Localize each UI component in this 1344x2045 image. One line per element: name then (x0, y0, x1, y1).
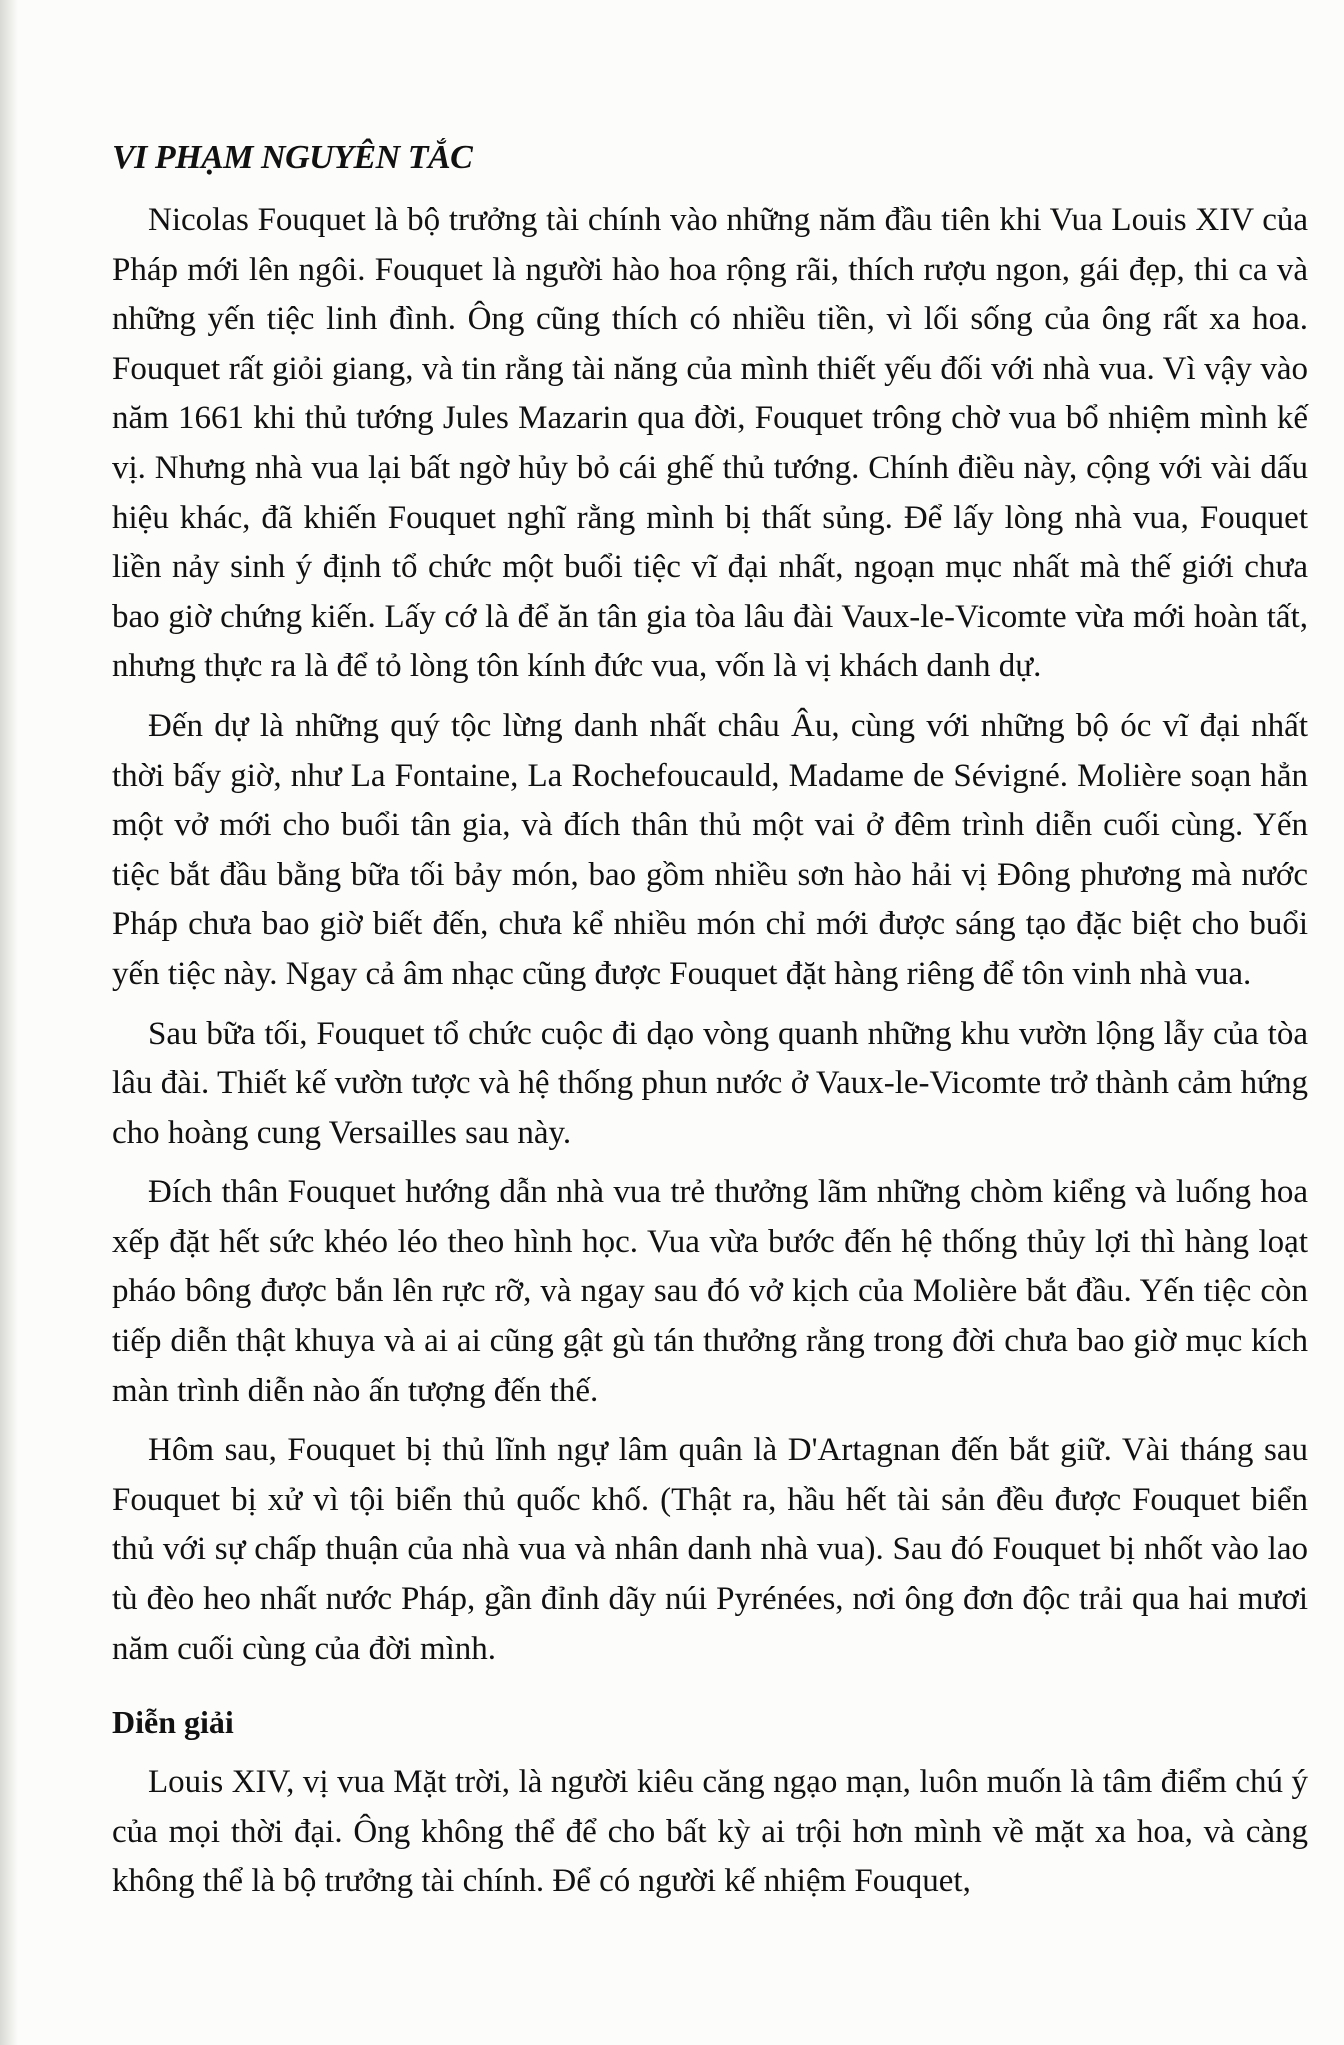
paragraph-4: Đích thân Fouquet hướng dẫn nhà vua trẻ thưởng lãm những chòm kiểng và luống hoa xếp đặt hết sức khéo léo theo hình học. Vua vừa bước đến hệ thống thủy lợi thì hàng loạt pháo bông được bắn lên rực rỡ, và ngay sau đó vở kịch của Molière bắt đầu. Yến tiệc còn tiếp diễn thật khuya và ai ai cũng gật gù tán thưởng rằng trong đời chưa bao giờ mục kích màn trình diễn nào ấn tượng đến thế. (112, 1174, 1308, 1409)
paragraph-5: Hôm sau, Fouquet bị thủ lĩnh ngự lâm quân là D'Artagnan đến bắt giữ. Vài tháng sau Fouquet bị xử vì tội biển thủ quốc khố. (Thật ra, hầu hết tài sản đều được Fouquet biển thủ với sự chấp thuận của nhà vua và nhân danh nhà vua). Sau đó Fouquet bị nhốt vào lao tù đèo heo nhất nước Pháp, gần đỉnh dãy núi Pyrénées, nơi ông đơn độc trải qua hai mươi năm cuối cùng của đời mình. (112, 1432, 1308, 1667)
paragraph-2: Đến dự là những quý tộc lừng danh nhất châu Âu, cùng với những bộ óc vĩ đại nhất thời bấy giờ, như La Fontaine, La Rochefoucauld, Madame de Sévigné. Molière soạn hẳn một vở mới cho buổi tân gia, và đích thân thủ một vai ở đêm trình diễn cuối cùng. Yến tiệc bắt đầu bằng bữa tối bảy món, bao gồm nhiều sơn hào hải vị Đông phương mà nước Pháp chưa bao giờ biết đến, chưa kể nhiều món chỉ mới được sáng tạo đặc biệt cho buổi yến tiệc này. Ngay cả âm nhạc cũng được Fouquet đặt hàng riêng để tôn vinh nhà vua. (112, 707, 1308, 992)
page-edge-shadow (0, 0, 18, 2045)
paragraph-final: Louis XIV, vị vua Mặt trời, là người kiêu căng ngạo mạn, luôn muốn là tâm điểm chú ý của mọi thời đại. Ông không thể để cho bất kỳ ai trội hơn mình về mặt xa hoa, và càng không thể là bộ trưởng tài chính. Để có người kế nhiệm Fouquet, (112, 1764, 1308, 1900)
page-content (112, 132, 1308, 1917)
section-title: VI PHẠM NGUYÊN TẮC (112, 139, 473, 176)
paragraph-3: Sau bữa tối, Fouquet tổ chức cuộc đi dạo vòng quanh những khu vườn lộng lẫy của tòa lâu đài. Thiết kế vườn tược và hệ thống phun nước ở Vaux-le-Vicomte trở thành cảm hứng cho hoàng cung Versailles sau này. (112, 1015, 1308, 1151)
paragraph-1: Nicolas Fouquet là bộ trưởng tài chính vào những năm đầu tiên khi Vua Louis XIV của Pháp mới lên ngôi. Fouquet là người hào hoa rộng rãi, thích rượu ngon, gái đẹp, thi ca và những yến tiệc linh đình. Ông cũng thích có nhiều tiền, vì lối sống của ông rất xa hoa. Fouquet rất giỏi giang, và tin rằng tài năng của mình thiết yếu đối với nhà vua. Vì vậy vào năm 1661 khi thủ tướng Jules Mazarin qua đời, Fouquet trông chờ vua bổ nhiệm mình kế vị. Nhưng nhà vua lại bất ngờ hủy bỏ cái ghế thủ tướng. Chính điều này, cộng với vài dấu hiệu khác, đã khiến Fouquet nghĩ rằng mình bị thất sủng. Để lấy lòng nhà vua, Fouquet liền nảy sinh ý định tổ chức một buổi tiệc vĩ đại nhất, ngoạn mục nhất mà thế giới chưa bao giờ chứng kiến. Lấy cớ là để ăn tân gia tòa lâu đài Vaux-le-Vicomte vừa mới hoàn tất, nhưng thực ra là để tỏ lòng tôn kính đức vua, vốn là vị khách danh dự. (112, 202, 1308, 685)
subheading-interpretation: Diễn giải (112, 1704, 234, 1741)
